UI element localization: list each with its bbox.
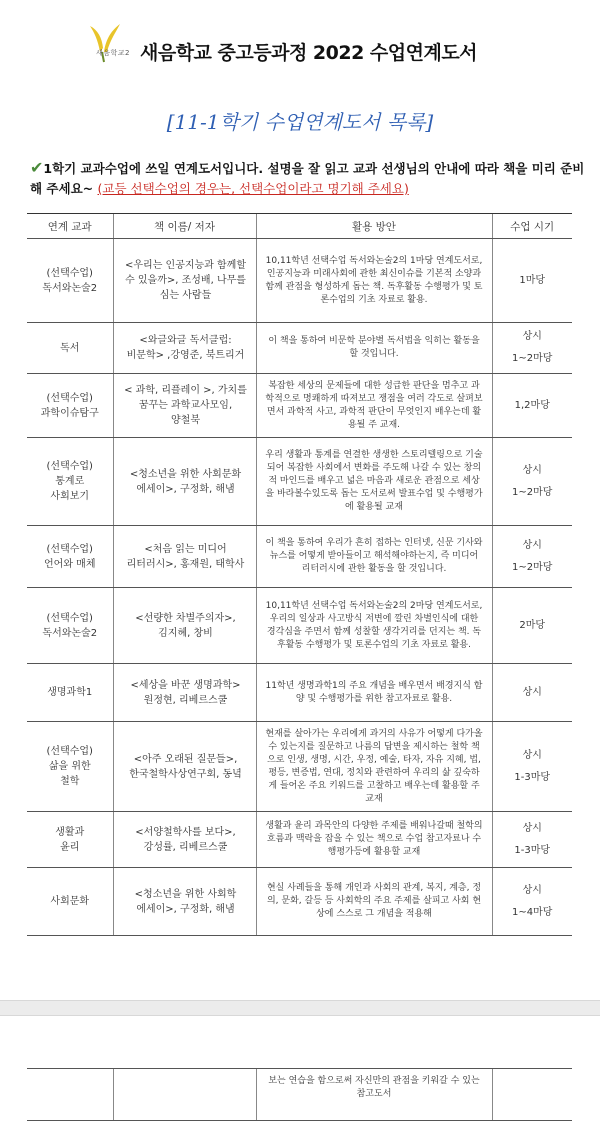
time-cell: 1마당 xyxy=(492,239,572,323)
table-row xyxy=(27,1069,572,1121)
usage-continued: 보는 연습을 함으로써 자신만의 관점을 키워갈 수 있는 참고도서 xyxy=(256,1069,492,1121)
time-cell: 상시 1-3마당 xyxy=(492,812,572,868)
table-row xyxy=(27,722,572,812)
time-cell: 상시 1~2마당 xyxy=(492,323,572,374)
subject-cell: (선택수업) 독서와논술2 xyxy=(27,588,113,664)
subject-cell: (선택수업) 삶을 위한 철학 xyxy=(27,722,113,812)
usage-cell: 현재를 살아가는 우리에게 과거의 사유가 어떻게 다가올 수 있는지를 질문하고 나름의 답변을 제시하는 철학 책으로 인생, 생명, 시간, 우정, 예술, 타자, 자유 지혜, 법, 평등, 변증법, 연대, 정치와 관련하여 우리의 삶 깊숙하게 들어온 주요 키워드를 고찰하고 배우는데 활용할 주 교재 xyxy=(256,722,492,812)
usage-cell: 11학년 생명과학1의 주요 개념을 배우면서 배경지식 함양 및 수행평가를 위한 참고자료로 활용. xyxy=(256,664,492,722)
book-cell: <와글와글 독서클럽: 비문학> ,강영준, 북트리거 xyxy=(113,323,256,374)
book-cell: <청소년을 위한 사회문화 에세이>, 구정화, 해냄 xyxy=(113,438,256,526)
time-cell: 1,2마당 xyxy=(492,374,572,438)
usage-cell: 복잡한 세상의 문제들에 대한 성급한 판단을 멈추고 과학적으로 명쾌하게 따져보고 쟁점을 여러 각도로 살펴보면서 과학적 사고, 과학적 판단이 무엇인지 배우는데 활용될 주 교재. xyxy=(256,374,492,438)
table-row xyxy=(27,664,572,722)
time-cell: 상시 xyxy=(492,664,572,722)
subject-cell: 생활과 윤리 xyxy=(27,812,113,868)
subject-cell: 생명과학1 xyxy=(27,664,113,722)
page-title: 새음학교 중고등과정 2022 수업연계도서 xyxy=(140,42,478,64)
table-row xyxy=(27,438,572,526)
subject-cell: (선택수업) 언어와 매체 xyxy=(27,526,113,588)
notice-text xyxy=(30,158,585,199)
table-row xyxy=(27,868,572,936)
table-row xyxy=(27,588,572,664)
subject-cell: (선택수업) 통계로 사회보기 xyxy=(27,438,113,526)
book-cell: <세상을 바꾼 생명과학> 원정현, 리베르스쿨 xyxy=(113,664,256,722)
table-row xyxy=(27,812,572,868)
book-cell: <아주 오래된 질문들>, 한국철학사상연구회, 동녘 xyxy=(113,722,256,812)
notice-red: (교등 선택수업의 경우는, 선택수업이라고 명기해 주세요) xyxy=(97,181,409,196)
book-cell: <선량한 차별주의자>, 김지혜, 창비 xyxy=(113,588,256,664)
time-cell: 상시 1~4마당 xyxy=(492,868,572,936)
page-subtitle: [11-1학기 수업연계도서 목록] xyxy=(166,110,434,134)
book-cell: <우리는 인공지능과 함께할 수 있을까>, 조성배, 나무를 심는 사람들 xyxy=(113,239,256,323)
notice-main: 1학기 교과수업에 쓰일 연계도서입니다. 설명을 잘 읽고 교과 선생님의 안내에 따라 책을 미리 준비해 주세요~ xyxy=(30,161,585,196)
table-row xyxy=(27,526,572,588)
book-cell: <서양철학사를 보다>, 강성률, 리베르스쿨 xyxy=(113,812,256,868)
time-cell: 상시 1~2마당 xyxy=(492,438,572,526)
subject-cell: 사회문화 xyxy=(27,868,113,936)
time-cell: 상시 1-3마당 xyxy=(492,722,572,812)
book-cell: < 과학, 리플레이 >, 가치를 꿈꾸는 과학교사모임, 양철북 xyxy=(113,374,256,438)
usage-cell: 현실 사례들을 통해 개인과 사회의 관계, 복지, 계층, 정의, 문화, 갈등 등 사회학의 주요 주제를 살피고 사회 현상에 스스로 그 개념을 적용해 xyxy=(256,868,492,936)
school-logo-icon xyxy=(88,22,138,66)
usage-cell: 생활과 윤리 과목안의 다양한 주제를 배워나갈때 철학의 흐름과 맥락을 잡을 수 있는 책으로 수업 참고자료나 수행평가등에 활용할 교재 xyxy=(256,812,492,868)
document-page-2 xyxy=(0,1016,600,1137)
subject-cell: (선택수업) 과학이슈탐구 xyxy=(27,374,113,438)
table-row xyxy=(27,323,572,374)
header-subject: 연계 교과 xyxy=(27,214,113,239)
subject-cell: 독서 xyxy=(27,323,113,374)
usage-cell: 10,11학년 선택수업 독서와논술2의 1마당 연계도서로, 인공지능과 미래사회에 관한 최신이슈를 기본적 소양과 함께 관점을 형성하게 돕는 책. 독후활동 수행평가 및 토론수업의 기초 자료로 활용. xyxy=(256,239,492,323)
header-book: 책 이름/ 저자 xyxy=(113,214,256,239)
book-table xyxy=(27,213,572,936)
table-row xyxy=(27,239,572,323)
usage-cell: 10,11학년 선택수업 독서와논술2의 2마당 연계도서로, 우리의 일상과 사고방식 저변에 깔린 차별인식에 대한 경각심을 주면서 함께 성찰할 생각거리를 던지는 책. 독후활동 수행평가 및 토론수업의 기초 자료로 활용. xyxy=(256,588,492,664)
time-cell: 상시 1~2마당 xyxy=(492,526,572,588)
table-header-row xyxy=(27,214,572,239)
check-icon: ✔ xyxy=(30,158,44,177)
book-cell: <청소년을 위한 사회학 에세이>, 구정화, 해냄 xyxy=(113,868,256,936)
table-row xyxy=(27,374,572,438)
usage-cell: 이 책을 통하여 비문학 분야별 독서법을 익히는 활동을 할 것입니다. xyxy=(256,323,492,374)
usage-cell: 이 책을 통하여 우리가 흔히 접하는 인터넷, 신문 기사와 뉴스를 어떻게 받아들이고 해석해야하는지, 즉 미디어 리터러시에 관한 활동을 할 것입니다. xyxy=(256,526,492,588)
subject-cell: (선택수업) 독서와논술2 xyxy=(27,239,113,323)
header-time: 수업 시기 xyxy=(492,214,572,239)
book-cell: <처음 읽는 미디어 리터러시>, 홍재원, 태학사 xyxy=(113,526,256,588)
logo-text: 새음학교2 xyxy=(96,49,131,57)
time-cell: 2마당 xyxy=(492,588,572,664)
header-usage: 활용 방안 xyxy=(256,214,492,239)
page-divider xyxy=(0,1000,600,1016)
usage-cell: 우리 생활과 통계를 연결한 생생한 스토리텔링으로 기술되어 복잡한 사회에서 변화를 주도해 나갈 수 있는 창의적 마인드를 배우고 넓은 마음과 새로운 관점으로 세상을 바라볼수있도록 돕는 도서로써 발표수업 및 수행평가에 활용될 교재 xyxy=(256,438,492,526)
book-table-continued xyxy=(27,1068,572,1121)
